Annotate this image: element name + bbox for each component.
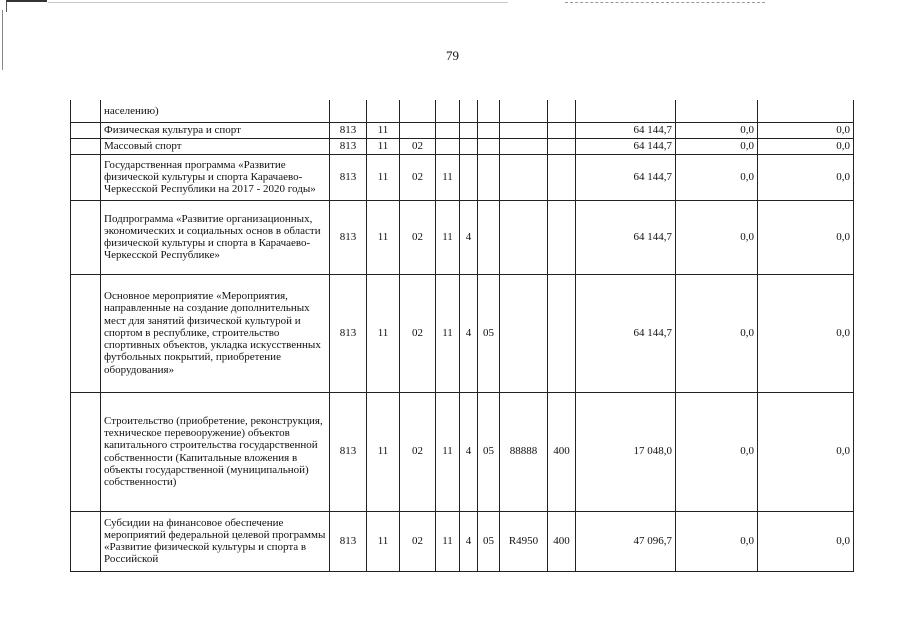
section-code-cell: 11 bbox=[367, 138, 400, 154]
amount-2-cell: 0,0 bbox=[676, 392, 758, 511]
row-name-cell: Государственная программа «Развитие физической культуры и спорта Карачаево-Черкесской Республики на 2017 - 2020 годы» bbox=[101, 154, 330, 200]
expense-type-cell bbox=[548, 200, 576, 274]
row-margin-cell bbox=[71, 200, 101, 274]
section-code-cell: 11 bbox=[367, 511, 400, 571]
event-code-cell: 05 bbox=[478, 511, 500, 571]
amount-3-cell: 0,0 bbox=[758, 200, 854, 274]
subprogram-code-cell bbox=[460, 122, 478, 138]
scan-top-line bbox=[48, 2, 508, 3]
row-name-cell: Подпрограмма «Развитие организационных, экономических и социальных основ в области физической культуры и спорта в Карачаево-Черкесской Республике» bbox=[101, 200, 330, 274]
ministry-code-cell: 813 bbox=[330, 392, 367, 511]
direction-code-cell: 88888 bbox=[500, 392, 548, 511]
direction-code-cell bbox=[500, 154, 548, 200]
event-code-cell bbox=[478, 100, 500, 122]
table-row bbox=[71, 392, 854, 511]
program-code-cell bbox=[436, 138, 460, 154]
amount-cell: 17 048,0 bbox=[576, 392, 676, 511]
subprogram-code-cell: 4 bbox=[460, 274, 478, 392]
subprogram-code-cell: 4 bbox=[460, 392, 478, 511]
amount-2-cell: 0,0 bbox=[676, 274, 758, 392]
section-code-cell: 11 bbox=[367, 154, 400, 200]
amount-3-cell: 0,0 bbox=[758, 138, 854, 154]
row-margin-cell bbox=[71, 392, 101, 511]
amount-2-cell: 0,0 bbox=[676, 511, 758, 571]
amount-2-cell: 0,0 bbox=[676, 154, 758, 200]
expense-type-cell bbox=[548, 274, 576, 392]
ministry-code-cell: 813 bbox=[330, 511, 367, 571]
amount-3-cell: 0,0 bbox=[758, 511, 854, 571]
subprogram-code-cell bbox=[460, 138, 478, 154]
amount-cell bbox=[576, 100, 676, 122]
direction-code-cell: R4950 bbox=[500, 511, 548, 571]
scan-top-dashes bbox=[565, 2, 765, 3]
table-row bbox=[71, 274, 854, 392]
ministry-code-cell bbox=[330, 100, 367, 122]
program-code-cell: 11 bbox=[436, 154, 460, 200]
row-margin-cell bbox=[71, 100, 101, 122]
event-code-cell bbox=[478, 154, 500, 200]
program-code-cell bbox=[436, 100, 460, 122]
subprogram-code-cell bbox=[460, 100, 478, 122]
row-name-cell: Строительство (приобретение, реконструкция, техническое перевооружение) объектов капитального строительства государственной собственности (Капитальные вложения в объекты государственной (муниципальной) собственности) bbox=[101, 392, 330, 511]
amount-2-cell: 0,0 bbox=[676, 200, 758, 274]
expense-type-cell bbox=[548, 138, 576, 154]
row-margin-cell bbox=[71, 511, 101, 571]
ministry-code-cell: 813 bbox=[330, 122, 367, 138]
event-code-cell: 05 bbox=[478, 274, 500, 392]
ministry-code-cell: 813 bbox=[330, 154, 367, 200]
program-code-cell: 11 bbox=[436, 274, 460, 392]
subsection-code-cell: 02 bbox=[400, 138, 436, 154]
amount-cell: 64 144,7 bbox=[576, 138, 676, 154]
direction-code-cell bbox=[500, 122, 548, 138]
amount-2-cell: 0,0 bbox=[676, 122, 758, 138]
subsection-code-cell: 02 bbox=[400, 154, 436, 200]
amount-3-cell bbox=[758, 100, 854, 122]
subsection-code-cell: 02 bbox=[400, 392, 436, 511]
amount-cell: 64 144,7 bbox=[576, 200, 676, 274]
subsection-code-cell bbox=[400, 100, 436, 122]
subprogram-code-cell: 4 bbox=[460, 200, 478, 274]
expense-type-cell: 400 bbox=[548, 511, 576, 571]
table-row bbox=[71, 138, 854, 154]
amount-3-cell: 0,0 bbox=[758, 154, 854, 200]
amount-3-cell: 0,0 bbox=[758, 122, 854, 138]
section-code-cell: 11 bbox=[367, 274, 400, 392]
subsection-code-cell: 02 bbox=[400, 274, 436, 392]
subprogram-code-cell: 4 bbox=[460, 511, 478, 571]
table-row bbox=[71, 511, 854, 571]
event-code-cell bbox=[478, 138, 500, 154]
subprogram-code-cell bbox=[460, 154, 478, 200]
direction-code-cell bbox=[500, 138, 548, 154]
amount-cell: 64 144,7 bbox=[576, 274, 676, 392]
row-name-cell: Физическая культура и спорт bbox=[101, 122, 330, 138]
section-code-cell: 11 bbox=[367, 122, 400, 138]
ministry-code-cell: 813 bbox=[330, 200, 367, 274]
amount-cell: 64 144,7 bbox=[576, 122, 676, 138]
amount-2-cell bbox=[676, 100, 758, 122]
table-row bbox=[71, 154, 854, 200]
table-row bbox=[71, 100, 854, 122]
budget-table bbox=[70, 100, 854, 572]
amount-2-cell: 0,0 bbox=[676, 138, 758, 154]
section-code-cell bbox=[367, 100, 400, 122]
expense-type-cell: 400 bbox=[548, 392, 576, 511]
row-name-cell: населению) bbox=[101, 100, 330, 122]
section-code-cell: 11 bbox=[367, 200, 400, 274]
table-row bbox=[71, 122, 854, 138]
row-margin-cell bbox=[71, 138, 101, 154]
scan-corner-mark bbox=[6, 0, 47, 12]
event-code-cell bbox=[478, 122, 500, 138]
event-code-cell bbox=[478, 200, 500, 274]
row-name-cell: Массовый спорт bbox=[101, 138, 330, 154]
section-code-cell: 11 bbox=[367, 392, 400, 511]
program-code-cell: 11 bbox=[436, 511, 460, 571]
expense-type-cell bbox=[548, 100, 576, 122]
page-number: 79 bbox=[446, 48, 459, 63]
row-margin-cell bbox=[71, 154, 101, 200]
direction-code-cell bbox=[500, 100, 548, 122]
subsection-code-cell: 02 bbox=[400, 511, 436, 571]
row-margin-cell bbox=[71, 274, 101, 392]
ministry-code-cell: 813 bbox=[330, 138, 367, 154]
expense-type-cell bbox=[548, 122, 576, 138]
program-code-cell: 11 bbox=[436, 200, 460, 274]
direction-code-cell bbox=[500, 274, 548, 392]
amount-3-cell: 0,0 bbox=[758, 274, 854, 392]
row-name-cell: Субсидии на финансовое обеспечение мероприятий федеральной целевой программы «Развитие физической культуры и спорта в Российской bbox=[101, 511, 330, 571]
amount-3-cell: 0,0 bbox=[758, 392, 854, 511]
subsection-code-cell bbox=[400, 122, 436, 138]
row-name-cell: Основное мероприятие «Мероприятия, направленные на создание дополнительных мест для занятий физической культурой и спортом в республике, строительство спортивных объектов, укладка искусственных футбольных покрытий, приобретение оборудования» bbox=[101, 274, 330, 392]
ministry-code-cell: 813 bbox=[330, 274, 367, 392]
program-code-cell: 11 bbox=[436, 392, 460, 511]
event-code-cell: 05 bbox=[478, 392, 500, 511]
row-margin-cell bbox=[71, 122, 101, 138]
direction-code-cell bbox=[500, 200, 548, 274]
amount-cell: 47 096,7 bbox=[576, 511, 676, 571]
expense-type-cell bbox=[548, 154, 576, 200]
table-row bbox=[71, 200, 854, 274]
subsection-code-cell: 02 bbox=[400, 200, 436, 274]
amount-cell: 64 144,7 bbox=[576, 154, 676, 200]
program-code-cell bbox=[436, 122, 460, 138]
